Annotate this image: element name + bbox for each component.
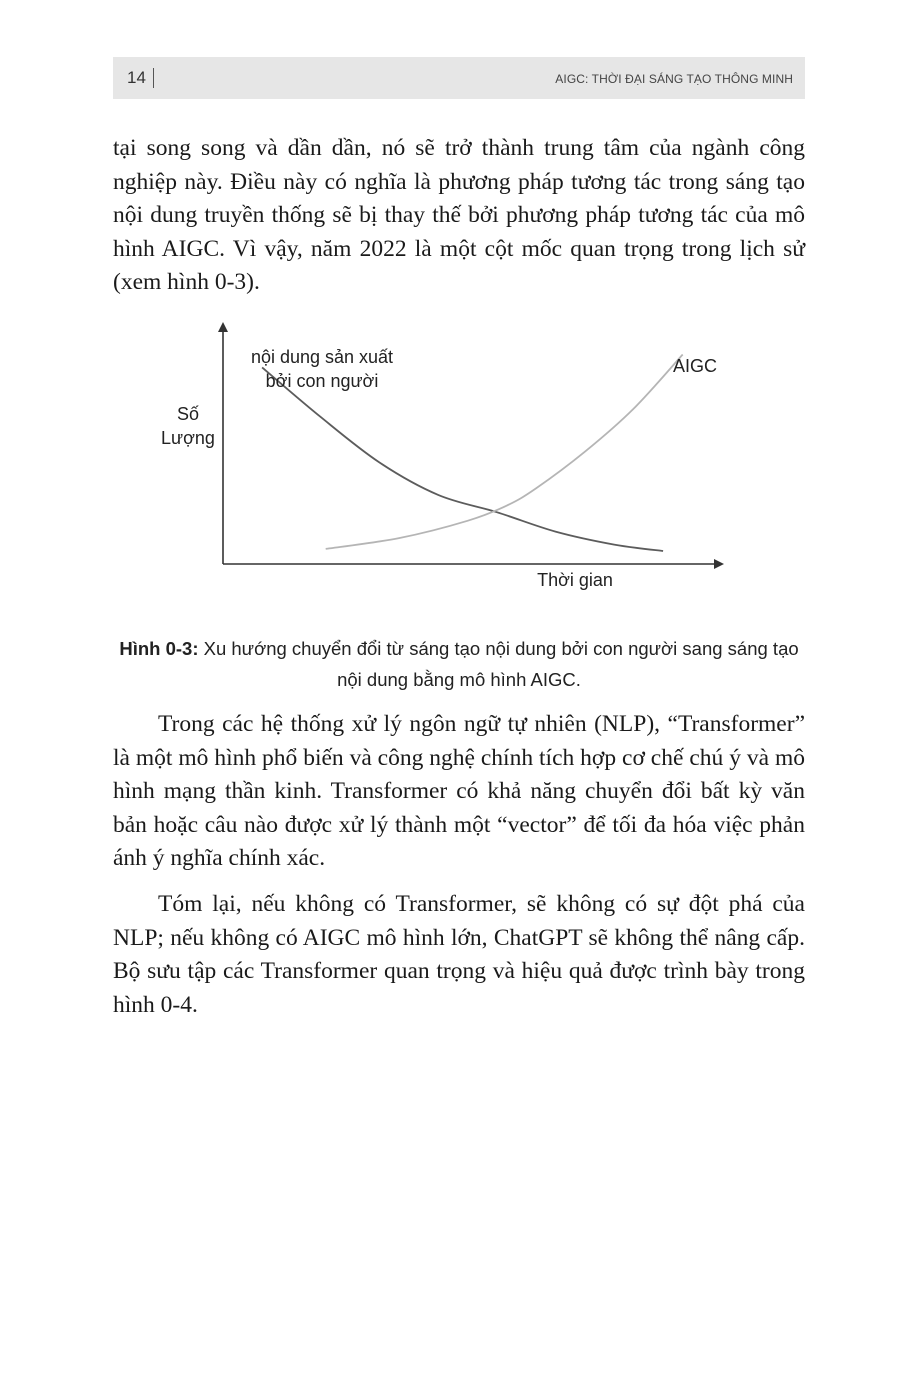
body-paragraph-1: tại song song và dần dần, nó sẽ trở thành trung tâm của ngành công nghiệp này. Điều này có nghĩa là phương pháp tương tác trong sáng tạo nội dung truyền thống sẽ bị thay thế bởi phương pháp tương tác của mô hình AIGC. Vì vậy, năm 2022 là một cột mốc quan trọng trong lịch sử (xem hình 0-3). bbox=[113, 135, 805, 295]
caption-label: Hình 0-3: bbox=[119, 638, 199, 659]
figure-0-3 bbox=[150, 318, 750, 598]
human-series-label-line-2: bởi con người bbox=[265, 371, 379, 391]
body-paragraph-2: Trong các hệ thống xử lý ngôn ngữ tự nhiên (NLP), “Transformer” là một mô hình phổ biến và công nghệ chính tích hợp cơ chế chú ý và mô hình mạng thần kinh. Transformer có khả năng chuyển đổi bất kỳ văn bản hoặc câu nào được xử lý thành một “vector” để tối đa hóa việc phản ánh ý nghĩa chính xác. bbox=[113, 711, 805, 871]
caption-text: Xu hướng chuyển đổi từ sáng tạo nội dung bởi con người sang sáng tạo nội dung bằng mô hình AIGC. bbox=[198, 638, 799, 690]
aigc-series-line bbox=[326, 355, 683, 549]
header-divider bbox=[153, 68, 154, 88]
y-axis-label-line-2: Lượng bbox=[161, 428, 215, 448]
body-paragraph-3: Tóm lại, nếu không có Transformer, sẽ không có sự đột phá của NLP; nếu không có AIGC mô hình lớn, ChatGPT sẽ không thể nâng cấp. Bộ sưu tập các Transformer quan trọng và hiệu quả được trình bày trong hình 0-4. bbox=[113, 891, 805, 1018]
aigc-series-label: AIGC bbox=[672, 356, 718, 376]
figure-caption bbox=[113, 633, 805, 695]
x-axis-label: Thời gian bbox=[537, 570, 613, 590]
human-content-series-line bbox=[262, 367, 663, 551]
y-axis-label-line-1: Số bbox=[176, 404, 200, 424]
trend-chart bbox=[150, 318, 750, 598]
human-series-label-line-1: nội dung sản xuất bbox=[250, 347, 394, 367]
page-number: 14 bbox=[127, 68, 146, 87]
running-header bbox=[113, 57, 805, 99]
running-title: AIGC: THỜI ĐẠI SÁNG TẠO THÔNG MINH bbox=[555, 72, 793, 86]
